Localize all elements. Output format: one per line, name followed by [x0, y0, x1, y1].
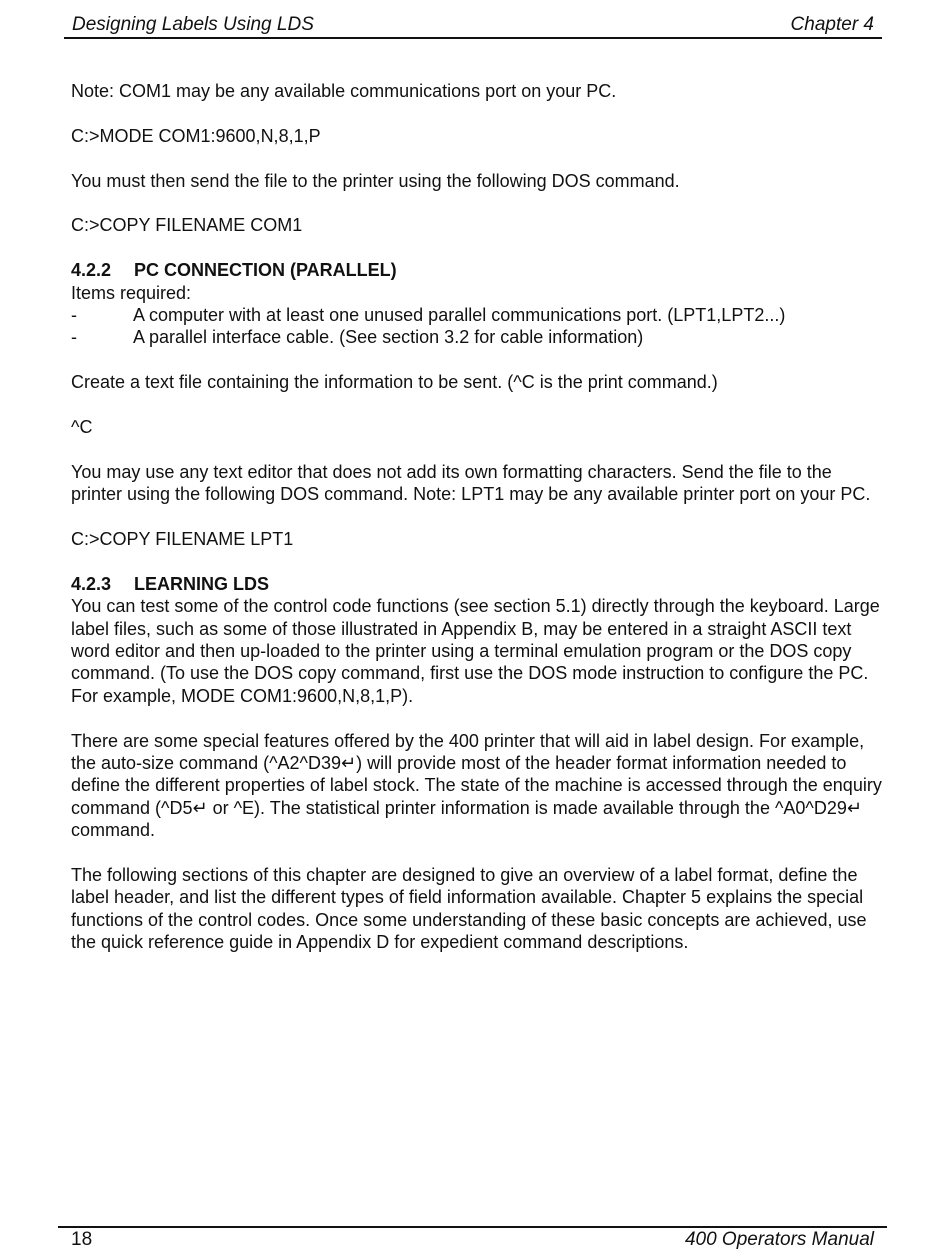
section-title: PC CONNECTION (PARALLEL): [134, 260, 397, 281]
list-item: [71, 304, 883, 326]
section-number: 4.2.3: [71, 573, 112, 594]
paragraph-create-text-file: Create a text file containing the information to be sent. (^C is the print command.): [71, 372, 718, 393]
paragraph-text-editor: You may use any text editor that does not add its own formatting characters. Send the file to the printer using the following DOS command. Note: LPT1 may be any available printer port on your PC.: [71, 461, 871, 505]
list-bullet: -: [71, 327, 77, 348]
list-bullet: -: [71, 305, 77, 325]
section-heading-4-2-3: [71, 573, 883, 595]
items-required-list: [71, 304, 883, 349]
items-required-label: Items required:: [71, 282, 192, 303]
paragraph-chapter-overview: The following sections of this chapter are designed to give an overview of a label format, define the label header, and list the different types of field information available. Chapter 5 explains the special functions of the control codes. Once some understanding of these basic concepts are achieved, use the quick reference guide in Appendix D for expedient command descriptions.: [71, 865, 867, 953]
header-left-title: Designing Labels Using LDS: [72, 14, 314, 35]
paragraph-special-features: There are some special features offered by the 400 printer that will aid in label design. For example, the auto-size command (^A2^D39↵) will provide most of the header format information needed to define the different properties of label stock. The state of the machine is accessed through the enquiry command (^D5↵ or ^E). The statistical printer information is made available through the ^A0^D29↵ command.: [71, 730, 882, 841]
page-body: [71, 80, 883, 976]
paragraph-copy-com1: C:>COPY FILENAME COM1: [71, 215, 303, 236]
page-header: [64, 12, 882, 39]
list-item-text: A parallel interface cable. (See section 3.2 for cable information): [133, 327, 644, 348]
section-number: 4.2.2: [71, 260, 112, 281]
list-item-text: A computer with at least one unused parallel communications port. (LPT1,LPT2...): [133, 305, 786, 325]
paragraph-mode-command: C:>MODE COM1:9600,N,8,1,P: [71, 125, 321, 146]
paragraph-com1-note: Note: COM1 may be any available communications port on your PC.: [71, 81, 617, 101]
page-number: 18: [71, 1229, 93, 1250]
paragraph-control-codes: You can test some of the control code functions (see section 5.1) directly through the keyboard. Large label files, such as some of those illustrated in Appendix B, may be entered in a straight ASCII text word editor and then up-loaded to the printer using a terminal emulation program or the DOS copy command. (To use the DOS copy command, first use the DOS mode instruction to configure the PC. For example, MODE COM1:9600,N,8,1,P).: [71, 596, 880, 706]
paragraph-send-file: You must then send the file to the printer using the following DOS command.: [71, 170, 680, 191]
paragraph-print-command: ^C: [71, 417, 93, 437]
section-heading-4-2-2: [71, 259, 883, 281]
header-chapter: Chapter 4: [790, 14, 874, 35]
paragraph-copy-lpt1: C:>COPY FILENAME LPT1: [71, 529, 294, 549]
list-item: [71, 326, 883, 348]
footer-manual-title: 400 Operators Manual: [684, 1229, 874, 1250]
footer-rule: [58, 1226, 887, 1228]
section-title: LEARNING LDS: [134, 573, 269, 594]
